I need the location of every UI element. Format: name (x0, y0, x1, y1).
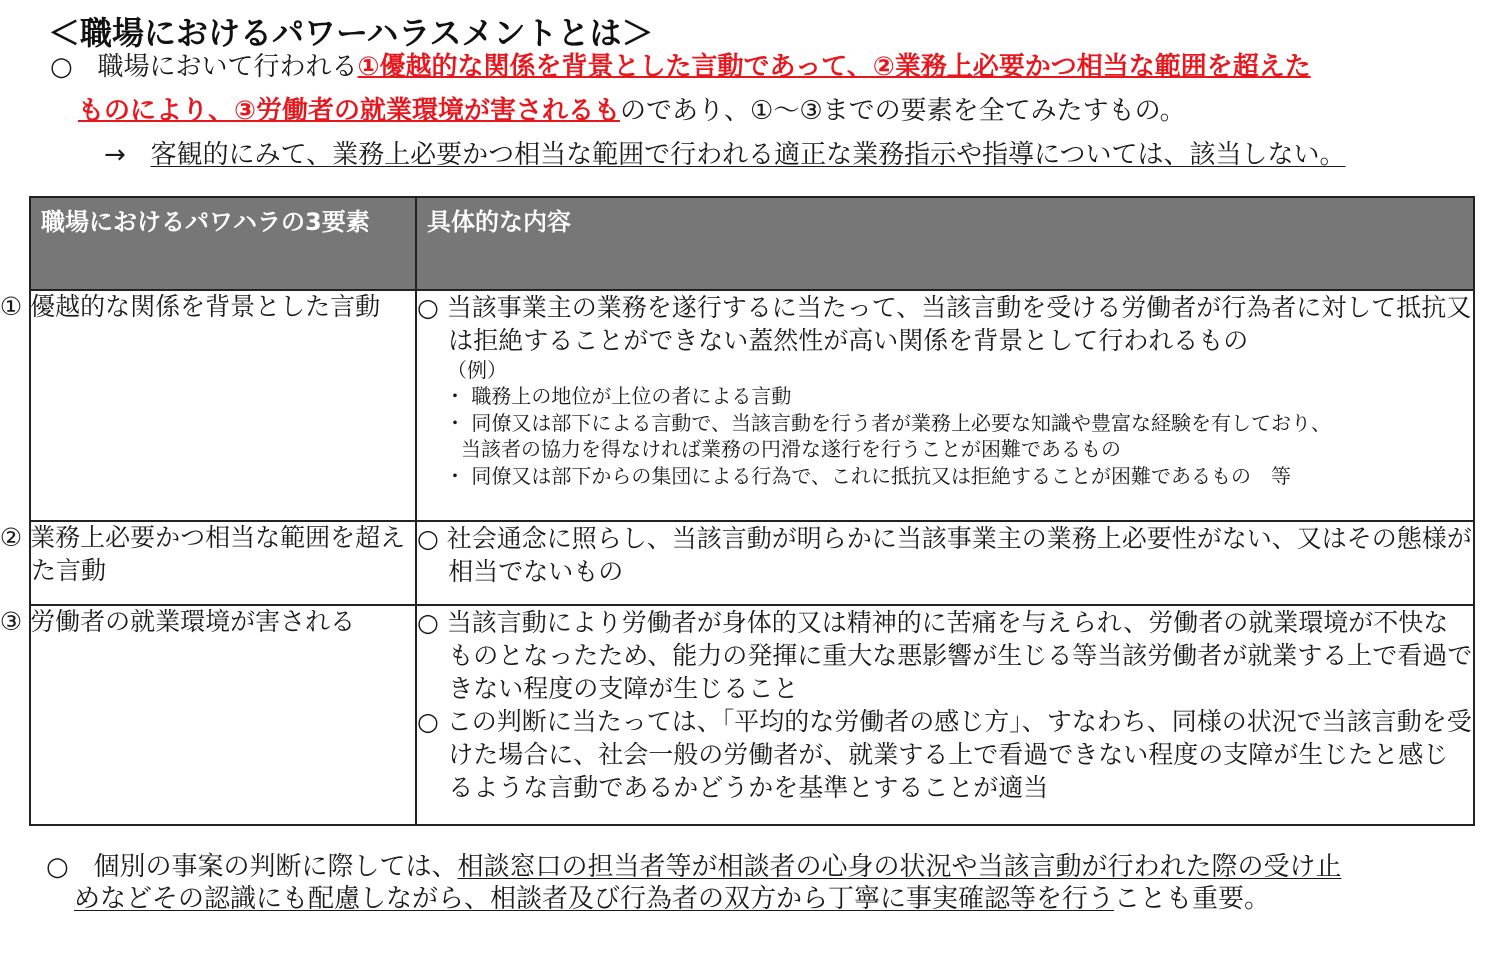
three-elements-table (0, 196, 1475, 826)
example-item: ・ 同僚又は部下による言動で、当該言動を行う者が業務上必要な知識や豊富な経験を有しており、 (445, 410, 1331, 435)
definition-tail: のであり、①～③までの要素を全てみたすもの。 (620, 96, 1186, 126)
footer-underline-1: 相談窓口の担当者等が相談者の心身の状況や当該言動が行われた際の受け止 (457, 852, 1342, 882)
example-item: ・ 職務上の地位が上位の者による言動 (445, 384, 792, 409)
example-item: ・ 同僚又は部下からの集団による行為で、これに抵抗又は拒絶することが困難であるもの 等 (445, 463, 1291, 488)
definition-lead: 職場において行われる (97, 52, 358, 82)
content-text: ○ 当該言動により労働者が身体的又は精神的に苦痛を与えられ、労働者の就業環境が不快なものとなったため、能力の発揮に重大な悪影響が生じる等当該労働者が就業する上で看過できない程度の支障が生じること (417, 608, 1473, 703)
example-block (417, 357, 1473, 489)
table-row (30, 605, 1474, 825)
footer-pre: 個別の事案の判断に際しては、 (93, 852, 458, 882)
footer-line-2 (74, 884, 1270, 915)
arrow-icon: → (104, 140, 126, 170)
page-title: ＜職場におけるパワーハラスメントとは＞ (48, 14, 654, 52)
bullet-circle: ○ (50, 52, 73, 82)
element-cell: ③ 労働者の就業環境が害される (30, 605, 416, 825)
content-cell (416, 521, 1474, 605)
footer-post: ことも重要。 (1114, 884, 1271, 914)
example-item-continued: 当該者の協力を得なければ業務の円滑な遂行を行うことが困難であるもの (461, 437, 1121, 462)
header-elements: 職場におけるパワハラの3要素 (30, 197, 416, 290)
bullet-circle: ○ (46, 852, 69, 882)
content-text: ○ 当該事業主の業務を遂行するに当たって、当該言動を受ける労働者が行為者に対して抵抗又は拒絶することができない蓋然性が高い関係を背景として行われるもの (417, 293, 1472, 355)
header-content: 具体的な内容 (416, 197, 1474, 290)
element-cell: ① 優越的な関係を背景とした言動 (30, 290, 416, 521)
content-cell (416, 290, 1474, 521)
exclusion-text: 客観的にみて、業務上必要かつ相当な範囲で行われる適正な業務指示や指導については、該当しない。 (150, 140, 1346, 170)
element-cell: ② 業務上必要かつ相当な範囲を超えた言動 (30, 521, 416, 605)
table-row (30, 290, 1474, 521)
content-text-2: ○ この判断に当たっては、「平均的な労働者の感じ方」、すなわち、同様の状況で当該言動を受けた場合に、社会一般の労働者が、就業する上で看過できない程度の支障が生じたと感じるような言動であるかどうかを基準とすることが適当 (417, 707, 1472, 802)
example-label: （例） (447, 358, 507, 382)
footer-line-1 (46, 852, 1342, 883)
table-row (30, 521, 1474, 605)
exclusion-note (104, 140, 1346, 171)
content-text: ○ 社会通念に照らし、当該言動が明らかに当該事業主の業務上必要性がない、又はその態様が相当でないもの (417, 524, 1472, 586)
definition-emphasis-2: ものにより、③労働者の就業環境が害されるも (78, 96, 621, 126)
content-cell (416, 605, 1474, 825)
definition-line-1 (50, 52, 1311, 83)
definition-line-2 (78, 96, 1186, 127)
definition-emphasis-1: ①優越的な関係を背景とした言動であって、②業務上必要かつ相当な範囲を超えた (357, 52, 1311, 82)
footer-underline-2: めなどその認識にも配慮しながら、相談者及び行為者の双方から丁寧に事実確認等を行う (74, 884, 1115, 914)
table-header-row (30, 197, 1474, 290)
